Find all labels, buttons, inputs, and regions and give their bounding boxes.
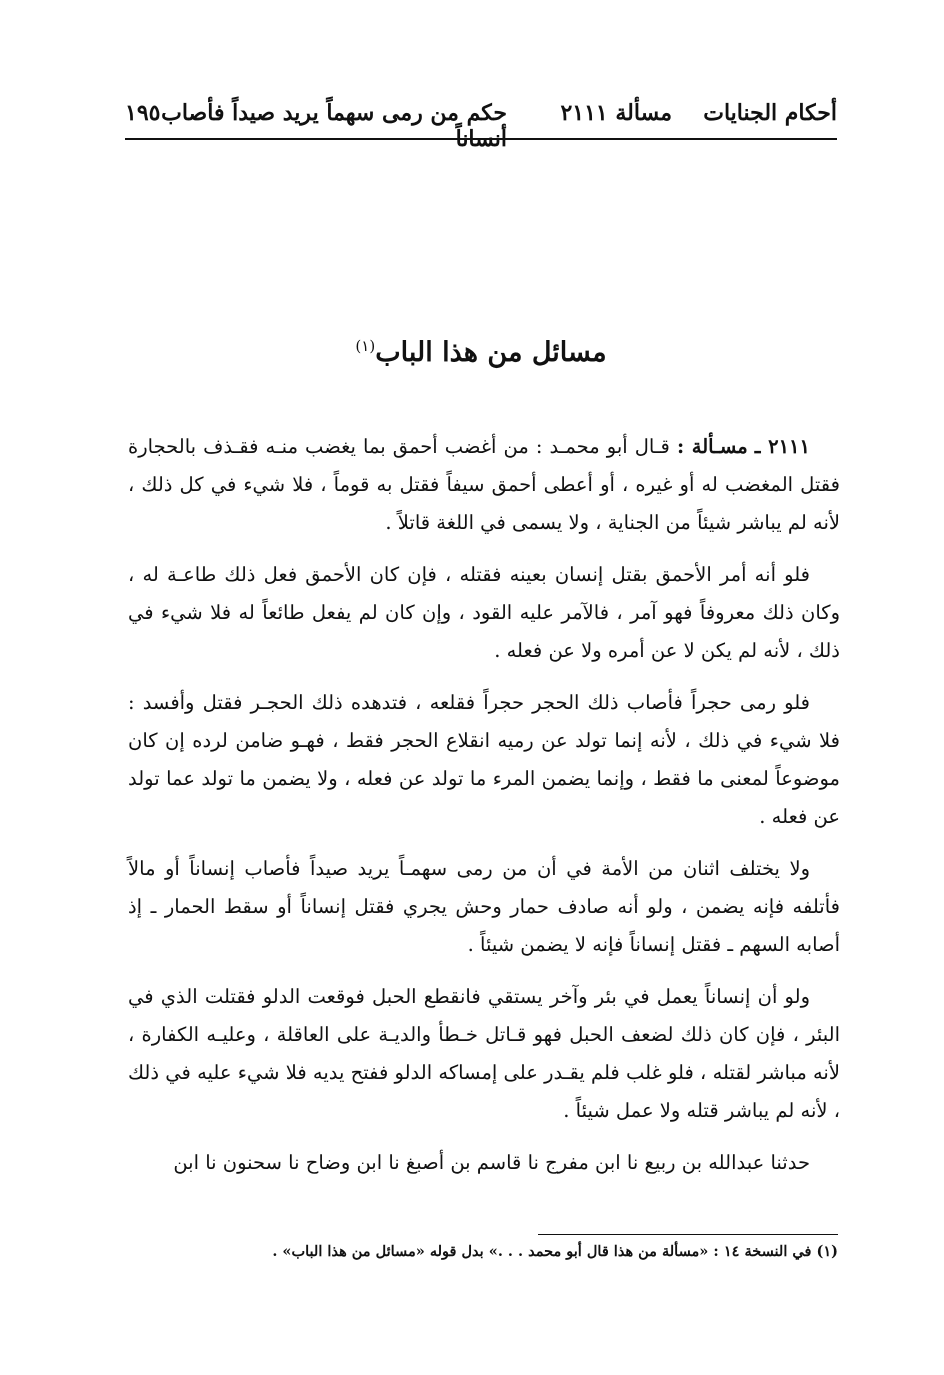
footnote: (١) في النسخة ١٤ : «مسألة من هذا قال أبو محمد . . .» بدل قوله «مسائل من هذا الباب» .	[272, 1243, 838, 1260]
header-issue-number: مسألة ٢١١١	[560, 100, 672, 126]
paragraph: ولا يختلف اثنان من الأمة في أن من رمى سهمـاً يريد صيداً فأصاب إنساناً أو مالاً فأتلفه فإنه يضمن ، ولو أنه صادف حمار وحش يجري فقتل إنساناً أو سقط الحمار ـ إذ أصابه السهم ـ فقتل إنساناً فإنه لا يضمن شيئاً .	[128, 857, 840, 956]
paragraph: حدثنا عبدالله بن ربيع نا ابن مفرج نا قاسم بن أصبغ نا ابن وضاح نا سحنون نا ابن	[173, 1151, 810, 1174]
paragraph-text: قـال أبو محمـد : من أغضب أحمق بما يغضب منـه فقـذف بالحجارة فقتل المغضب له أو غيره ، أو أعطى أحمق سيفاً فقتل به قوماً ، فلا شيء في كل ذلك ، لأنه لم يباشر شيئاً من الجناية ، ولا يسمى في اللغة قاتلاً .	[128, 435, 840, 534]
issue-label: مسـألة :	[676, 435, 748, 458]
body-text	[128, 428, 840, 1196]
paragraph	[128, 428, 840, 542]
running-header	[125, 96, 837, 152]
header-section-title: أحكام الجنايات	[703, 100, 837, 126]
paragraph: فلو أنه أمر الأحمق بقتل إنسان بعينه فقتله ، فإن كان الأحمق فعل ذلك طاعـة له ، وكان ذلك معروفاً فهو آمر ، فالآمر عليه القود ، وإن كان لم يفعل طائعاً له فلا شيء في ذلك ، لأنه لم يكن لا عن أمره ولا عن فعله .	[128, 563, 840, 662]
footnote-divider	[538, 1234, 838, 1235]
paragraph: ولو أن إنساناً يعمل في بئر وآخر يستقي فانقطع الحبل فوقعت الدلو فقتلت الذي في البئر ، فإن كان ذلك لضعف الحبل فهو قـاتل خـطأ والديـة على العاقلة ، وعليـه الكفارة ، لأنه مباشر لقتله ، فلو غلب فلم يقـدر على إمساكه الدلو ففتح يديه فلا شيء عليه في ذلك ، لأنه لم يباشر قتله ولا عمل شيئاً .	[128, 985, 840, 1122]
chapter-title-text: مسائل من هذا الباب	[375, 337, 607, 368]
header-divider	[125, 138, 837, 140]
footnote-marker: (١)	[355, 337, 376, 355]
chapter-title	[125, 337, 837, 368]
page-number: ١٩٥	[125, 100, 161, 126]
issue-number: ٢١١١ ـ	[754, 435, 810, 458]
header-issue-subject: حكم من رمى سهماً يريد صيداً فأصاب أنساناً	[161, 100, 507, 152]
paragraph: فلو رمى حجراً فأصاب ذلك الحجر حجراً فقلعه ، فتدهده ذلك الحجـر فقتل وأفسد : فلا شيء في ذلك ، لأنه إنما تولد عن رميه انقلاع الحجر فقط ، فهـو ضامن لرده إن كان موضوعاً لمعنى ما فقط ، وإنما يضمن المرء ما تولد عن فعله ، ولا يضمن ما تولد عما تولد عن فعله .	[128, 691, 840, 828]
